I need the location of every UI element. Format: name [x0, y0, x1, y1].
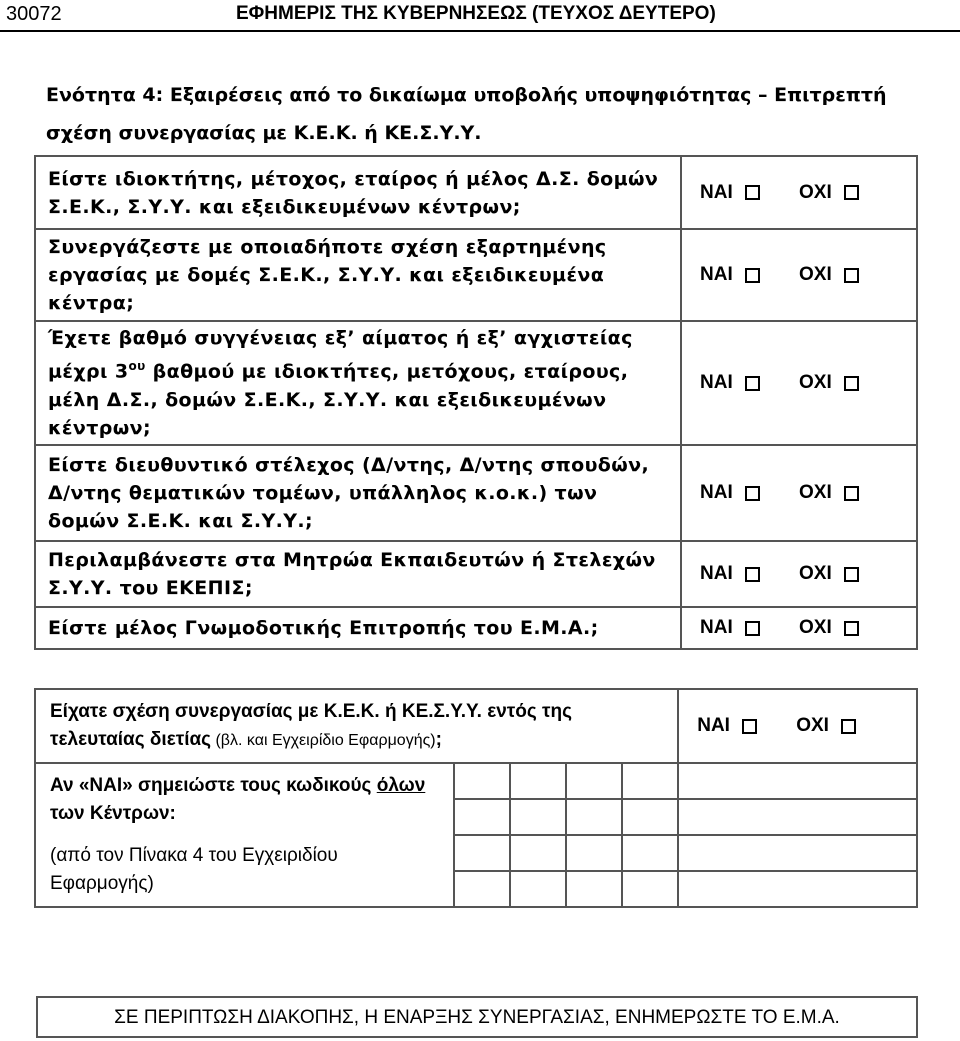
no-checkbox[interactable]	[844, 268, 859, 283]
question-text: Έχετε βαθμό συγγένειας εξ’ αίματος ή εξ’ αγχιστείας μέχρι $3^{o\upsilon}$ βαθμού με ιδιοκτήτες, μετόχους, εταίρους, μέλη Δ.Σ., δομών Σ.Ε.Κ., Σ.Υ.Υ. και εξειδικευμένων κέντρων;	[35, 321, 681, 445]
question-text: Συνεργάζεστε με οποιαδήποτε σχέση εξαρτημένης εργασίας με δομές Σ.Ε.Κ., Σ.Υ.Υ. και εξειδικευμένα κέντρα;	[35, 229, 681, 321]
codes-instruction	[35, 763, 454, 907]
no-checkbox[interactable]	[844, 376, 859, 391]
question-text: Περιλαμβάνεστε στα Μητρώα Εκπαιδευτών ή Στελεχών Σ.Υ.Υ. του ΕΚΕΠΙΣ;	[35, 541, 681, 607]
yes-label: ΝΑΙ	[700, 482, 733, 503]
page-number: 30072	[6, 3, 62, 25]
yes-label: ΝΑΙ	[700, 181, 733, 203]
ordinal-suffix: ου	[128, 359, 146, 374]
yes-checkbox[interactable]	[745, 621, 760, 636]
question-row	[35, 445, 917, 541]
code-cell[interactable]	[510, 835, 566, 871]
no-label: ΟΧΙ	[799, 264, 832, 285]
no-checkbox[interactable]	[844, 185, 859, 200]
section-title: Ενότητα 4: Εξαιρέσεις από το δικαίωμα υποβολής υποψηφιότητας – Επιτρεπτή σχέση συνεργασίας με Κ.Ε.Κ. ή ΚΕ.Σ.Υ.Υ.	[46, 84, 887, 144]
yes-checkbox[interactable]	[745, 268, 760, 283]
codes-label: Αν «ΝΑΙ» σημειώστε τους κωδικούς όλων των Κέντρων:	[50, 775, 426, 824]
answer-cell	[681, 445, 917, 541]
no-checkbox[interactable]	[844, 486, 859, 501]
code-cell[interactable]	[622, 835, 678, 871]
code-cell[interactable]	[678, 835, 917, 871]
code-cell[interactable]	[454, 799, 510, 835]
question-row	[35, 541, 917, 607]
no-label: ΟΧΙ	[799, 181, 832, 203]
answer-cell	[681, 607, 917, 649]
yes-checkbox[interactable]	[742, 719, 757, 734]
no-label: ΟΧΙ	[799, 617, 832, 638]
no-label: ΟΧΙ	[796, 715, 829, 736]
code-cell[interactable]	[678, 871, 917, 907]
code-cell[interactable]	[678, 799, 917, 835]
no-label: ΟΧΙ	[799, 482, 832, 503]
code-cell[interactable]	[622, 763, 678, 799]
yes-checkbox[interactable]	[745, 486, 760, 501]
yes-checkbox[interactable]	[745, 567, 760, 582]
question-text: Είστε διευθυντικό στέλεχος (Δ/ντης, Δ/ντης σπουδών, Δ/ντης θεματικών τομέων, υπάλληλος κ.ο.κ.) των δομών Σ.Ε.Κ. και Σ.Υ.Υ.;	[35, 445, 681, 541]
no-checkbox[interactable]	[844, 621, 859, 636]
answer-cell	[681, 541, 917, 607]
codes-row	[35, 763, 917, 799]
yes-label: ΝΑΙ	[697, 715, 730, 736]
code-cell[interactable]	[678, 763, 917, 799]
question-text: Είστε ιδιοκτήτης, μέτοχος, εταίρος ή μέλος Δ.Σ. δομών Σ.Ε.Κ., Σ.Υ.Υ. και εξειδικευμένων κέντρων;	[35, 156, 681, 229]
notice-text: ΣΕ ΠΕΡΙΠΤΩΣΗ ΔΙΑΚΟΠΗΣ, Η ΕΝΑΡΞΗΣ ΣΥΝΕΡΓΑΣΙΑΣ, ΕΝΗΜΕΡΩΣΤΕ ΤΟ Ε.Μ.Α.	[114, 1007, 840, 1028]
code-cell[interactable]	[510, 799, 566, 835]
yes-label: ΝΑΙ	[700, 372, 733, 393]
code-cell[interactable]	[622, 871, 678, 907]
questions-table	[34, 155, 918, 650]
code-cell[interactable]	[510, 871, 566, 907]
code-cell[interactable]	[566, 799, 622, 835]
code-cell[interactable]	[454, 763, 510, 799]
cooperation-table	[34, 688, 918, 908]
code-cell[interactable]	[622, 799, 678, 835]
code-cell[interactable]	[566, 835, 622, 871]
code-cell[interactable]	[510, 763, 566, 799]
notice-box	[36, 996, 918, 1038]
question-row	[35, 156, 917, 229]
yes-checkbox[interactable]	[745, 185, 760, 200]
cooperation-question-row	[35, 689, 917, 763]
answer-cell	[678, 689, 917, 763]
answer-cell	[681, 229, 917, 321]
code-cell[interactable]	[566, 871, 622, 907]
answer-cell	[681, 156, 917, 229]
question-row	[35, 321, 917, 445]
codes-source-note: (από τον Πίνακα 4 του Εγχειριδίου Εφαρμογής)	[50, 845, 338, 894]
yes-checkbox[interactable]	[745, 376, 760, 391]
code-cell[interactable]	[454, 871, 510, 907]
no-checkbox[interactable]	[844, 567, 859, 582]
answer-cell	[681, 321, 917, 445]
cooperation-question: Είχατε σχέση συνεργασίας με Κ.Ε.Κ. ή ΚΕ.Σ.Υ.Υ. εντός της τελευταίας διετίας (βλ. και Εγχειρίδιο Εφαρμογής);	[35, 689, 678, 763]
no-label: ΟΧΙ	[799, 563, 832, 584]
no-checkbox[interactable]	[841, 719, 856, 734]
yes-label: ΝΑΙ	[700, 617, 733, 638]
question-row	[35, 229, 917, 321]
yes-label: ΝΑΙ	[700, 264, 733, 285]
question-text: Είστε μέλος Γνωμοδοτικής Επιτροπής του Ε.Μ.Α.;	[35, 607, 681, 649]
header-rule	[0, 30, 960, 32]
journal-title: ΕΦΗΜΕΡΙΣ ΤΗΣ ΚΥΒΕΡΝΗΣΕΩΣ (ΤΕΥΧΟΣ ΔΕΥΤΕΡΟ)	[236, 3, 716, 24]
no-label: ΟΧΙ	[799, 372, 832, 393]
code-cell[interactable]	[454, 835, 510, 871]
yes-label: ΝΑΙ	[700, 563, 733, 584]
code-cell[interactable]	[566, 763, 622, 799]
question-row	[35, 607, 917, 649]
